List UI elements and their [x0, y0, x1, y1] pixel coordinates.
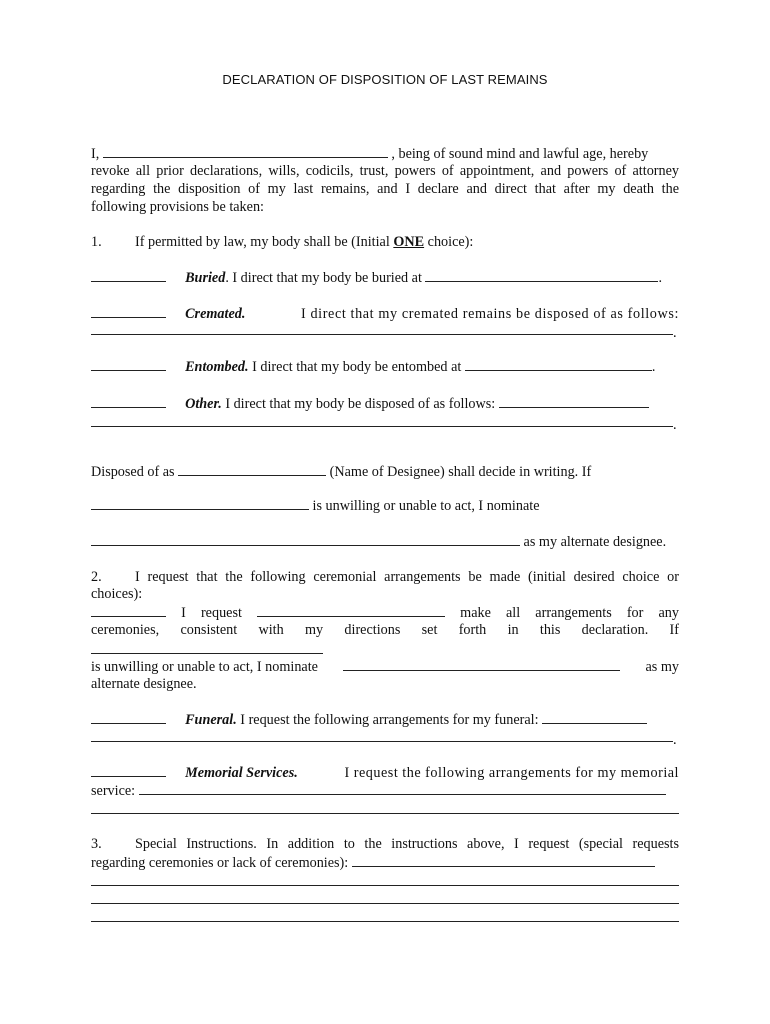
cremated-details-line[interactable]: [91, 334, 673, 335]
special-instructions-line-3[interactable]: [91, 921, 679, 922]
option-funeral: Funeral. I request the following arrangements for my funeral:: [91, 710, 647, 729]
option-buried: Buried. I direct that my body be buried at .: [91, 268, 662, 287]
section-3-line-1: 3. Special Instructions. In addition to the instructions above, I request (special requests: [91, 836, 679, 852]
funeral-arrangements-field[interactable]: [542, 710, 647, 724]
option-entombed: Entombed. I direct that my body be entombed at .: [91, 357, 655, 376]
intro-line-4: following provisions be taken:: [91, 199, 264, 215]
entombment-location-field[interactable]: [465, 357, 652, 371]
ceremony-arranger-field[interactable]: [257, 603, 445, 617]
memorial-initial-field[interactable]: [91, 763, 166, 777]
document-title: DECLARATION OF DISPOSITION OF LAST REMAINS: [222, 72, 548, 87]
cremated-initial-field[interactable]: [91, 304, 166, 318]
designee-name-field[interactable]: [178, 462, 326, 476]
section-2-line-2: choices):: [91, 586, 143, 602]
intro-line-1: I, , being of sound mind and lawful age, hereby: [91, 146, 649, 162]
other-details-line[interactable]: [91, 426, 673, 427]
memorial-details-line[interactable]: [91, 813, 679, 814]
unwilling-designee-field[interactable]: [91, 496, 309, 510]
section-1-heading: 1. If permitted by law, my body shall be (Initial ONE choice):: [91, 234, 474, 250]
buried-initial-field[interactable]: [91, 268, 166, 282]
funeral-initial-field[interactable]: [91, 710, 166, 724]
special-instructions-line-2[interactable]: [91, 903, 679, 904]
ceremony-initial-field[interactable]: [91, 603, 166, 617]
burial-location-field[interactable]: [425, 268, 658, 282]
option-memorial: Memorial Services. I request the following arrangements for my memorial: [91, 763, 679, 782]
intro-line-2: revoke all prior declarations, wills, codicils, trust, powers of appointment, and powers of attorney: [91, 163, 679, 179]
memorial-service-line: service:: [91, 781, 666, 800]
other-method-field[interactable]: [499, 394, 649, 408]
option-cremated: Cremated. I direct that my cremated remains be disposed of as follows:: [91, 304, 679, 323]
section-2-line-6: is unwilling or unable to act, I nominate as my: [91, 659, 679, 675]
option-other: Other. I direct that my body be disposed of as follows:: [91, 394, 649, 413]
ceremony-person-field[interactable]: [91, 653, 323, 654]
designee-line-3: as my alternate designee.: [91, 532, 666, 551]
memorial-arrangements-field[interactable]: [139, 781, 666, 795]
section-2-line-7: alternate designee.: [91, 676, 197, 692]
section-2-line-4: ceremonies, consistent with my directions set forth in this declaration. If: [91, 622, 679, 638]
designee-line-1: Disposed of as (Name of Designee) shall decide in writing. If: [91, 464, 592, 480]
special-instructions-line-1[interactable]: [91, 885, 679, 886]
section-2-line-3: I request make all arrangements for any: [91, 603, 679, 622]
designee-line-2: is unwilling or unable to act, I nominate: [91, 496, 540, 515]
declarant-name-field[interactable]: [103, 144, 388, 158]
other-initial-field[interactable]: [91, 394, 166, 408]
funeral-details-line[interactable]: [91, 741, 673, 742]
ceremony-alternate-field[interactable]: [343, 657, 620, 671]
section-3-line-2: regarding ceremonies or lack of ceremonies):: [91, 853, 655, 872]
intro-line-3: regarding the disposition of my last remains, and I declare and direct that after my death the: [91, 181, 679, 197]
alternate-designee-field[interactable]: [91, 532, 520, 546]
entombed-initial-field[interactable]: [91, 357, 166, 371]
special-instructions-field[interactable]: [352, 853, 655, 867]
section-2-line-1: 2. I request that the following ceremonial arrangements be made (initial desired choice or: [91, 569, 679, 585]
